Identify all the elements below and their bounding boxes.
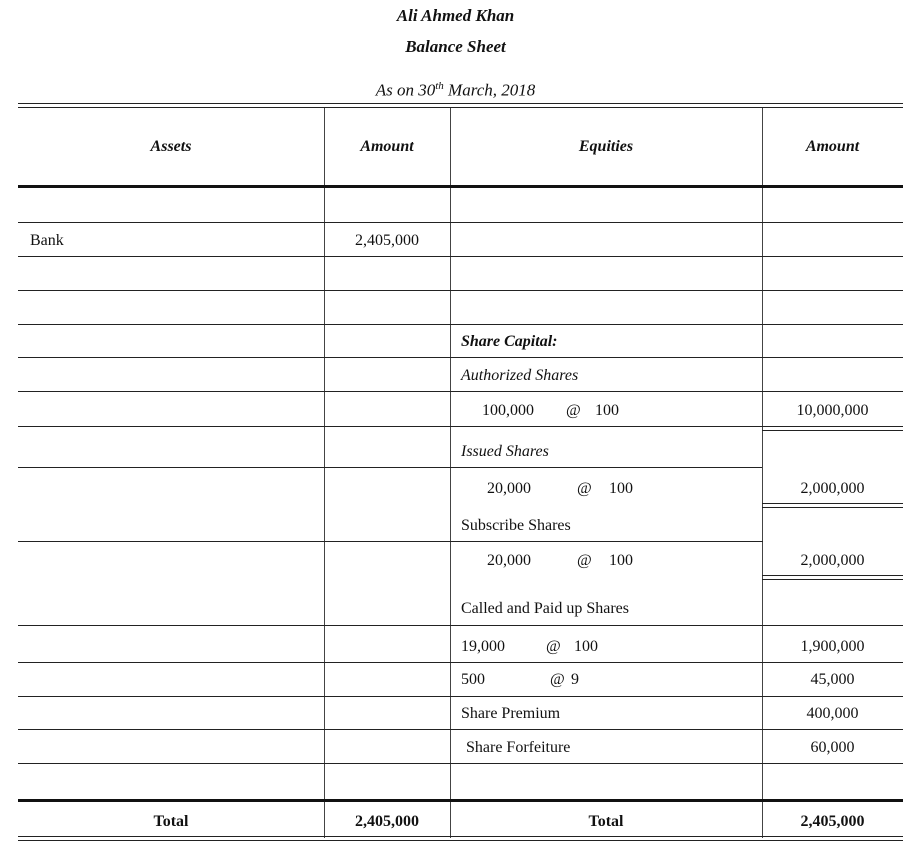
header-rule (18, 185, 903, 188)
date-superscript: th (435, 80, 444, 92)
issued-shares-label: Issued Shares (461, 443, 549, 460)
called-paid-label: Called and Paid up Shares (461, 600, 629, 617)
called-at-1: @ (546, 638, 561, 655)
equities-total-label: Total (588, 813, 624, 830)
subscribed-shares-label: Subscribe Shares (461, 517, 571, 534)
row-rule (18, 426, 763, 427)
amount-underline (762, 503, 903, 504)
asset-label-bank: Bank (30, 232, 64, 249)
equities-row-rule (450, 625, 762, 626)
issued-rate: 100 (609, 480, 633, 497)
bottom-rule-1 (18, 836, 903, 837)
issued-qty: 20,000 (487, 480, 531, 497)
subscribed-qty: 20,000 (487, 552, 531, 569)
issued-amount: 2,000,000 (800, 480, 865, 497)
share-premium-amount: 400,000 (806, 705, 859, 722)
row-rule (18, 625, 450, 626)
statement-date (0, 80, 911, 101)
amount-underline (762, 507, 903, 508)
row-rule (18, 729, 903, 730)
asset-amount-bank: 2,405,000 (355, 232, 419, 249)
row-rule (18, 763, 903, 764)
assets-total-label: Total (153, 813, 189, 830)
row-rule (18, 256, 903, 257)
subscribed-rate: 100 (609, 552, 633, 569)
row-rule (18, 541, 763, 542)
called-qty-1: 19,000 (461, 638, 505, 655)
subscribed-amount: 2,000,000 (800, 552, 865, 569)
row-rule (18, 357, 903, 358)
authorized-amount: 10,000,000 (796, 402, 869, 419)
authorized-shares-label: Authorized Shares (461, 367, 579, 384)
equities-total-amount: 2,405,000 (800, 813, 865, 830)
called-rate-2: 9 (571, 671, 579, 688)
row-rule (18, 222, 903, 223)
equities-row-rule (450, 467, 762, 468)
date-suffix: March, 2018 (443, 80, 536, 100)
amount-underline (762, 575, 903, 576)
row-rule (18, 467, 450, 468)
row-rule (18, 290, 903, 291)
document-title: Balance Sheet (405, 37, 506, 56)
called-amount-2: 45,000 (810, 671, 855, 688)
called-rate-1: 100 (574, 638, 598, 655)
called-amount-1: 1,900,000 (800, 638, 865, 655)
amount-underline (762, 430, 903, 431)
owner-name: Ali Ahmed Khan (396, 6, 515, 25)
top-rule-1 (18, 103, 903, 104)
date-prefix: As on 30 (375, 80, 436, 100)
share-premium-label: Share Premium (461, 705, 561, 722)
share-capital-heading: Share Capital: (461, 333, 558, 350)
header-assets-amount: Amount (360, 138, 414, 155)
authorized-qty: 100,000 (482, 402, 534, 419)
row-rule (18, 696, 903, 697)
amount-rule (762, 625, 903, 626)
header-equities-amount: Amount (805, 138, 860, 155)
row-rule (18, 324, 903, 325)
authorized-rate: 100 (595, 402, 619, 419)
bottom-rule-2 (18, 840, 903, 841)
called-qty-2: 500 (461, 671, 485, 688)
top-rule-2 (18, 107, 903, 108)
issued-at: @ (577, 480, 592, 497)
amount-underline (762, 426, 903, 427)
row-rule (18, 662, 903, 663)
assets-total-amount: 2,405,000 (355, 813, 419, 830)
authorized-at: @ (566, 402, 581, 419)
share-forfeiture-amount: 60,000 (810, 739, 855, 756)
called-at-2: @ (550, 671, 565, 688)
total-rule-top (18, 799, 903, 802)
header-equities: Equities (578, 138, 634, 155)
subscribed-at: @ (577, 552, 592, 569)
row-rule (18, 391, 903, 392)
share-forfeiture-label: Share Forfeiture (466, 739, 571, 756)
amount-underline (762, 579, 903, 580)
header-assets: Assets (150, 138, 192, 155)
